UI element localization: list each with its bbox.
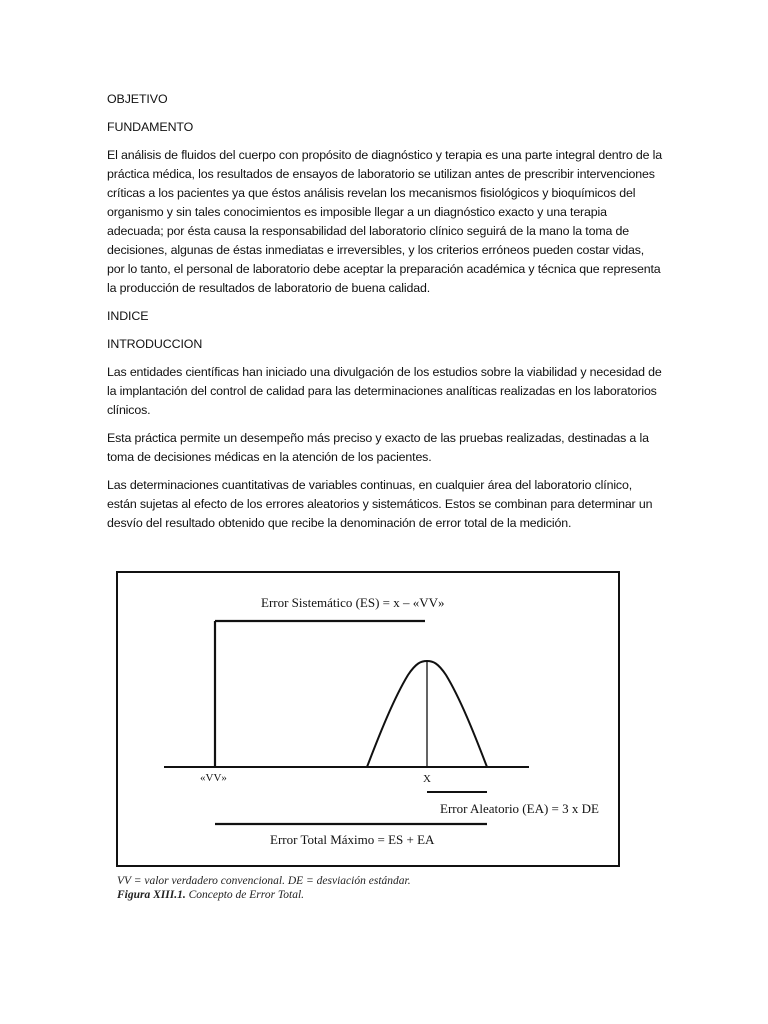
paragraph-intro-3: Las determinaciones cuantitativas de variables continuas, en cualquier área del laboratorio clínico, están sujetas al efecto de los errores aleatorios y sistemáticos. Estos se combinan para determinar un desvío del resultado obtenido que recibe la denominación de error total de la medición. — [107, 478, 653, 530]
paragraph-intro-2: Esta práctica permite un desempeño más preciso y exacto de las pruebas realizadas, destinadas a la toma de decisiones médicas en la atención de los pacientes. — [107, 431, 649, 464]
heading-indice: INDICE — [107, 309, 149, 323]
heading-objetivo: OBJETIVO — [107, 92, 168, 106]
document-body — [107, 90, 662, 542]
random-error-label: Error Aleatorio (EA) = 3 x DE — [440, 801, 599, 816]
heading-introduccion: INTRODUCCION — [107, 337, 203, 351]
figure-number: Figura XIII.1. — [117, 889, 186, 901]
figure-title: Concepto de Error Total. — [188, 889, 305, 901]
paragraph-intro-1: Las entidades científicas han iniciado una divulgación de los estudios sobre la viabilidad y necesidad de la implantación del control de calidad para las determinaciones analíticas realizadas en los laboratorios clínicos. — [107, 365, 662, 417]
systematic-error-label: Error Sistemático (ES) = x – «VV» — [261, 595, 445, 610]
total-error-diagram — [118, 573, 618, 865]
heading-fundamento: FUNDAMENTO — [107, 120, 194, 134]
caption-title-line — [117, 888, 411, 903]
true-value-label: «VV» — [200, 772, 227, 784]
mean-x-label: X — [423, 773, 431, 785]
caption-legend: VV = valor verdadero convencional. DE = desviación estándar. — [117, 875, 411, 887]
total-error-label: Error Total Máximo = ES + EA — [270, 832, 435, 847]
paragraph-fundamento: El análisis de fluidos del cuerpo con propósito de diagnóstico y terapia es una parte integral dentro de la práctica médica, los resultados de ensayos de laboratorio se utilizan antes de prescribir intervenciones críticas a los pacientes ya que éstos análisis revelan los mecanismos fisiológicos y bioquímicos del organismo y sin tales conocimientos es imposible llegar a un diagnóstico exacto y una terapia adecuada; por ésta causa la responsabilidad del laboratorio clínico seguirá de la mano la toma de decisiones, algunas de éstas inmediatas e irreversibles, y los criterios erróneos pueden costar vidas, por lo tanto, el personal de laboratorio debe aceptar la preparación académica y técnica que representa la producción de resultados de laboratorio de buena calidad. — [107, 148, 662, 295]
total-error-figure — [116, 571, 620, 867]
figure-caption — [117, 874, 411, 903]
